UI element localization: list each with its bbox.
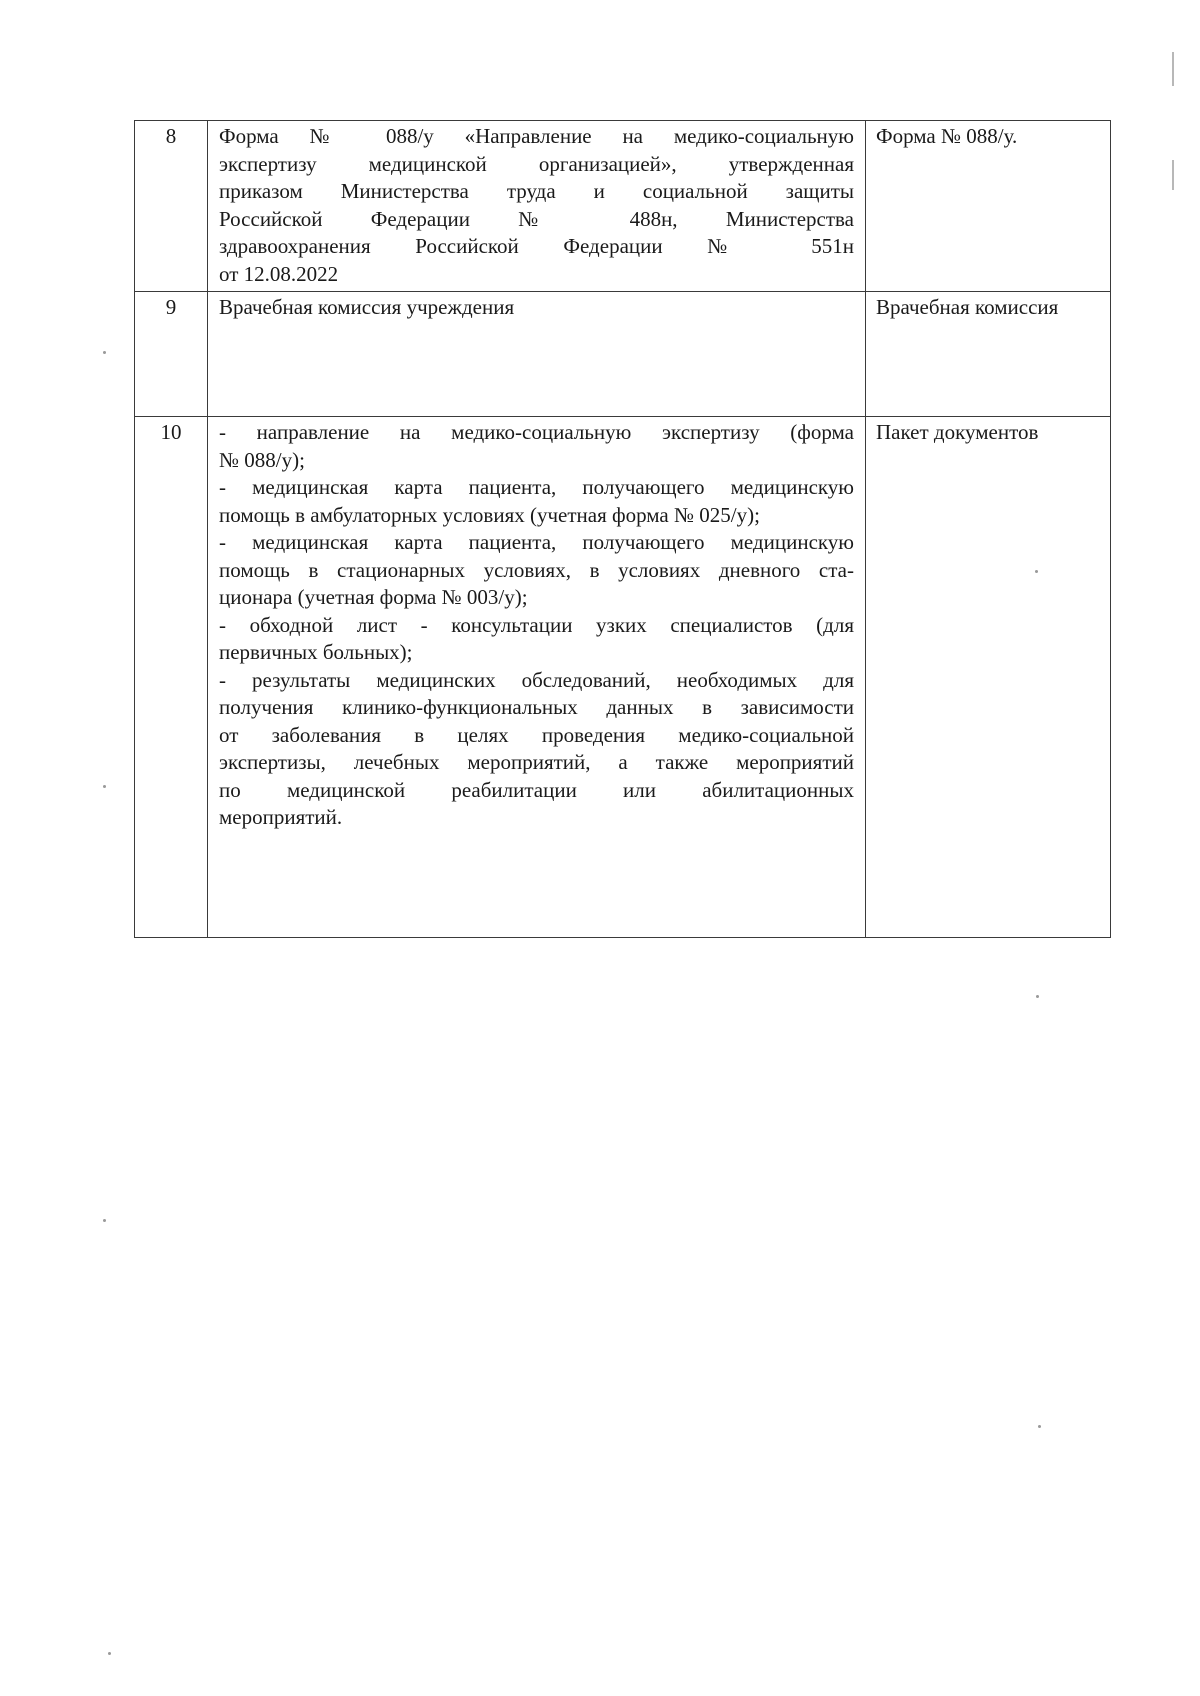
description-line: получения клинико-функциональных данных в зависимости — [219, 695, 854, 719]
description-line: ционара (учетная форма № 003/у); — [219, 585, 528, 609]
row-number: 8 — [135, 121, 208, 292]
table-row — [135, 417, 1111, 938]
row-number: 10 — [135, 417, 208, 938]
description-line: - направление на медико-социальную экспертизу (форма — [219, 420, 854, 444]
description-line: - медицинская карта пациента, получающего медицинскую — [219, 475, 854, 499]
description-line: помощь в стационарных условиях, в условиях дневного ста- — [219, 557, 854, 582]
description-line: помощь в амбулаторных условиях (учетная форма № 025/у); — [219, 502, 760, 527]
scan-speck — [103, 351, 106, 354]
scan-speck — [108, 1652, 111, 1655]
document-list-item — [219, 474, 854, 529]
scan-speck — [1036, 995, 1039, 998]
row-document-name: Врачебная комиссия — [866, 292, 1111, 417]
scan-edge-mark — [1172, 52, 1174, 86]
scan-speck — [1038, 1425, 1041, 1428]
description-line: - результаты медицинских обследований, необходимых для — [219, 667, 854, 692]
row-description — [208, 292, 866, 417]
description-line: Российской Федерации № 488н, Министерства — [219, 206, 854, 231]
description-line: Врачебная комиссия учреждения — [219, 295, 515, 319]
description-line: здравоохранения Российской Федерации № 551н — [219, 234, 854, 258]
description-line: приказом Министерства труда и социальной защиты — [219, 179, 854, 203]
description-line: экспертизу медицинской организацией», утвержденная — [219, 151, 854, 176]
table-row — [135, 121, 1111, 292]
row-document-name: Форма № 088/у. — [866, 121, 1111, 292]
scan-speck — [103, 785, 106, 788]
description-line: от 12.08.2022 — [219, 261, 339, 286]
row-document-name: Пакет документов — [866, 417, 1111, 938]
document-list-item — [219, 529, 854, 612]
table-row — [135, 292, 1111, 417]
row-description — [208, 121, 866, 292]
row-description — [208, 417, 866, 938]
description-line: первичных больных); — [219, 640, 413, 664]
document-list-item — [219, 667, 854, 832]
scan-speck — [1035, 570, 1038, 573]
scan-edge-mark — [1172, 160, 1174, 190]
description-line: Форма № 088/у «Направление на медико-социальную — [219, 124, 854, 148]
documents-table — [134, 120, 1111, 938]
description-line: - обходной лист - консультации узких специалистов (для — [219, 612, 854, 637]
document-list-item — [219, 419, 854, 474]
description-line: от заболевания в целях проведения медико-социальной — [219, 722, 854, 747]
scan-speck — [103, 1219, 106, 1222]
description-line: - медицинская карта пациента, получающего медицинскую — [219, 530, 854, 554]
document-list-item — [219, 612, 854, 667]
description-line: № 088/у); — [219, 447, 305, 472]
description-line: экспертизы, лечебных мероприятий, а также мероприятий — [219, 750, 854, 774]
row-number: 9 — [135, 292, 208, 417]
description-line: мероприятий. — [219, 805, 343, 829]
description-line: по медицинской реабилитации или абилитационных — [219, 777, 854, 802]
